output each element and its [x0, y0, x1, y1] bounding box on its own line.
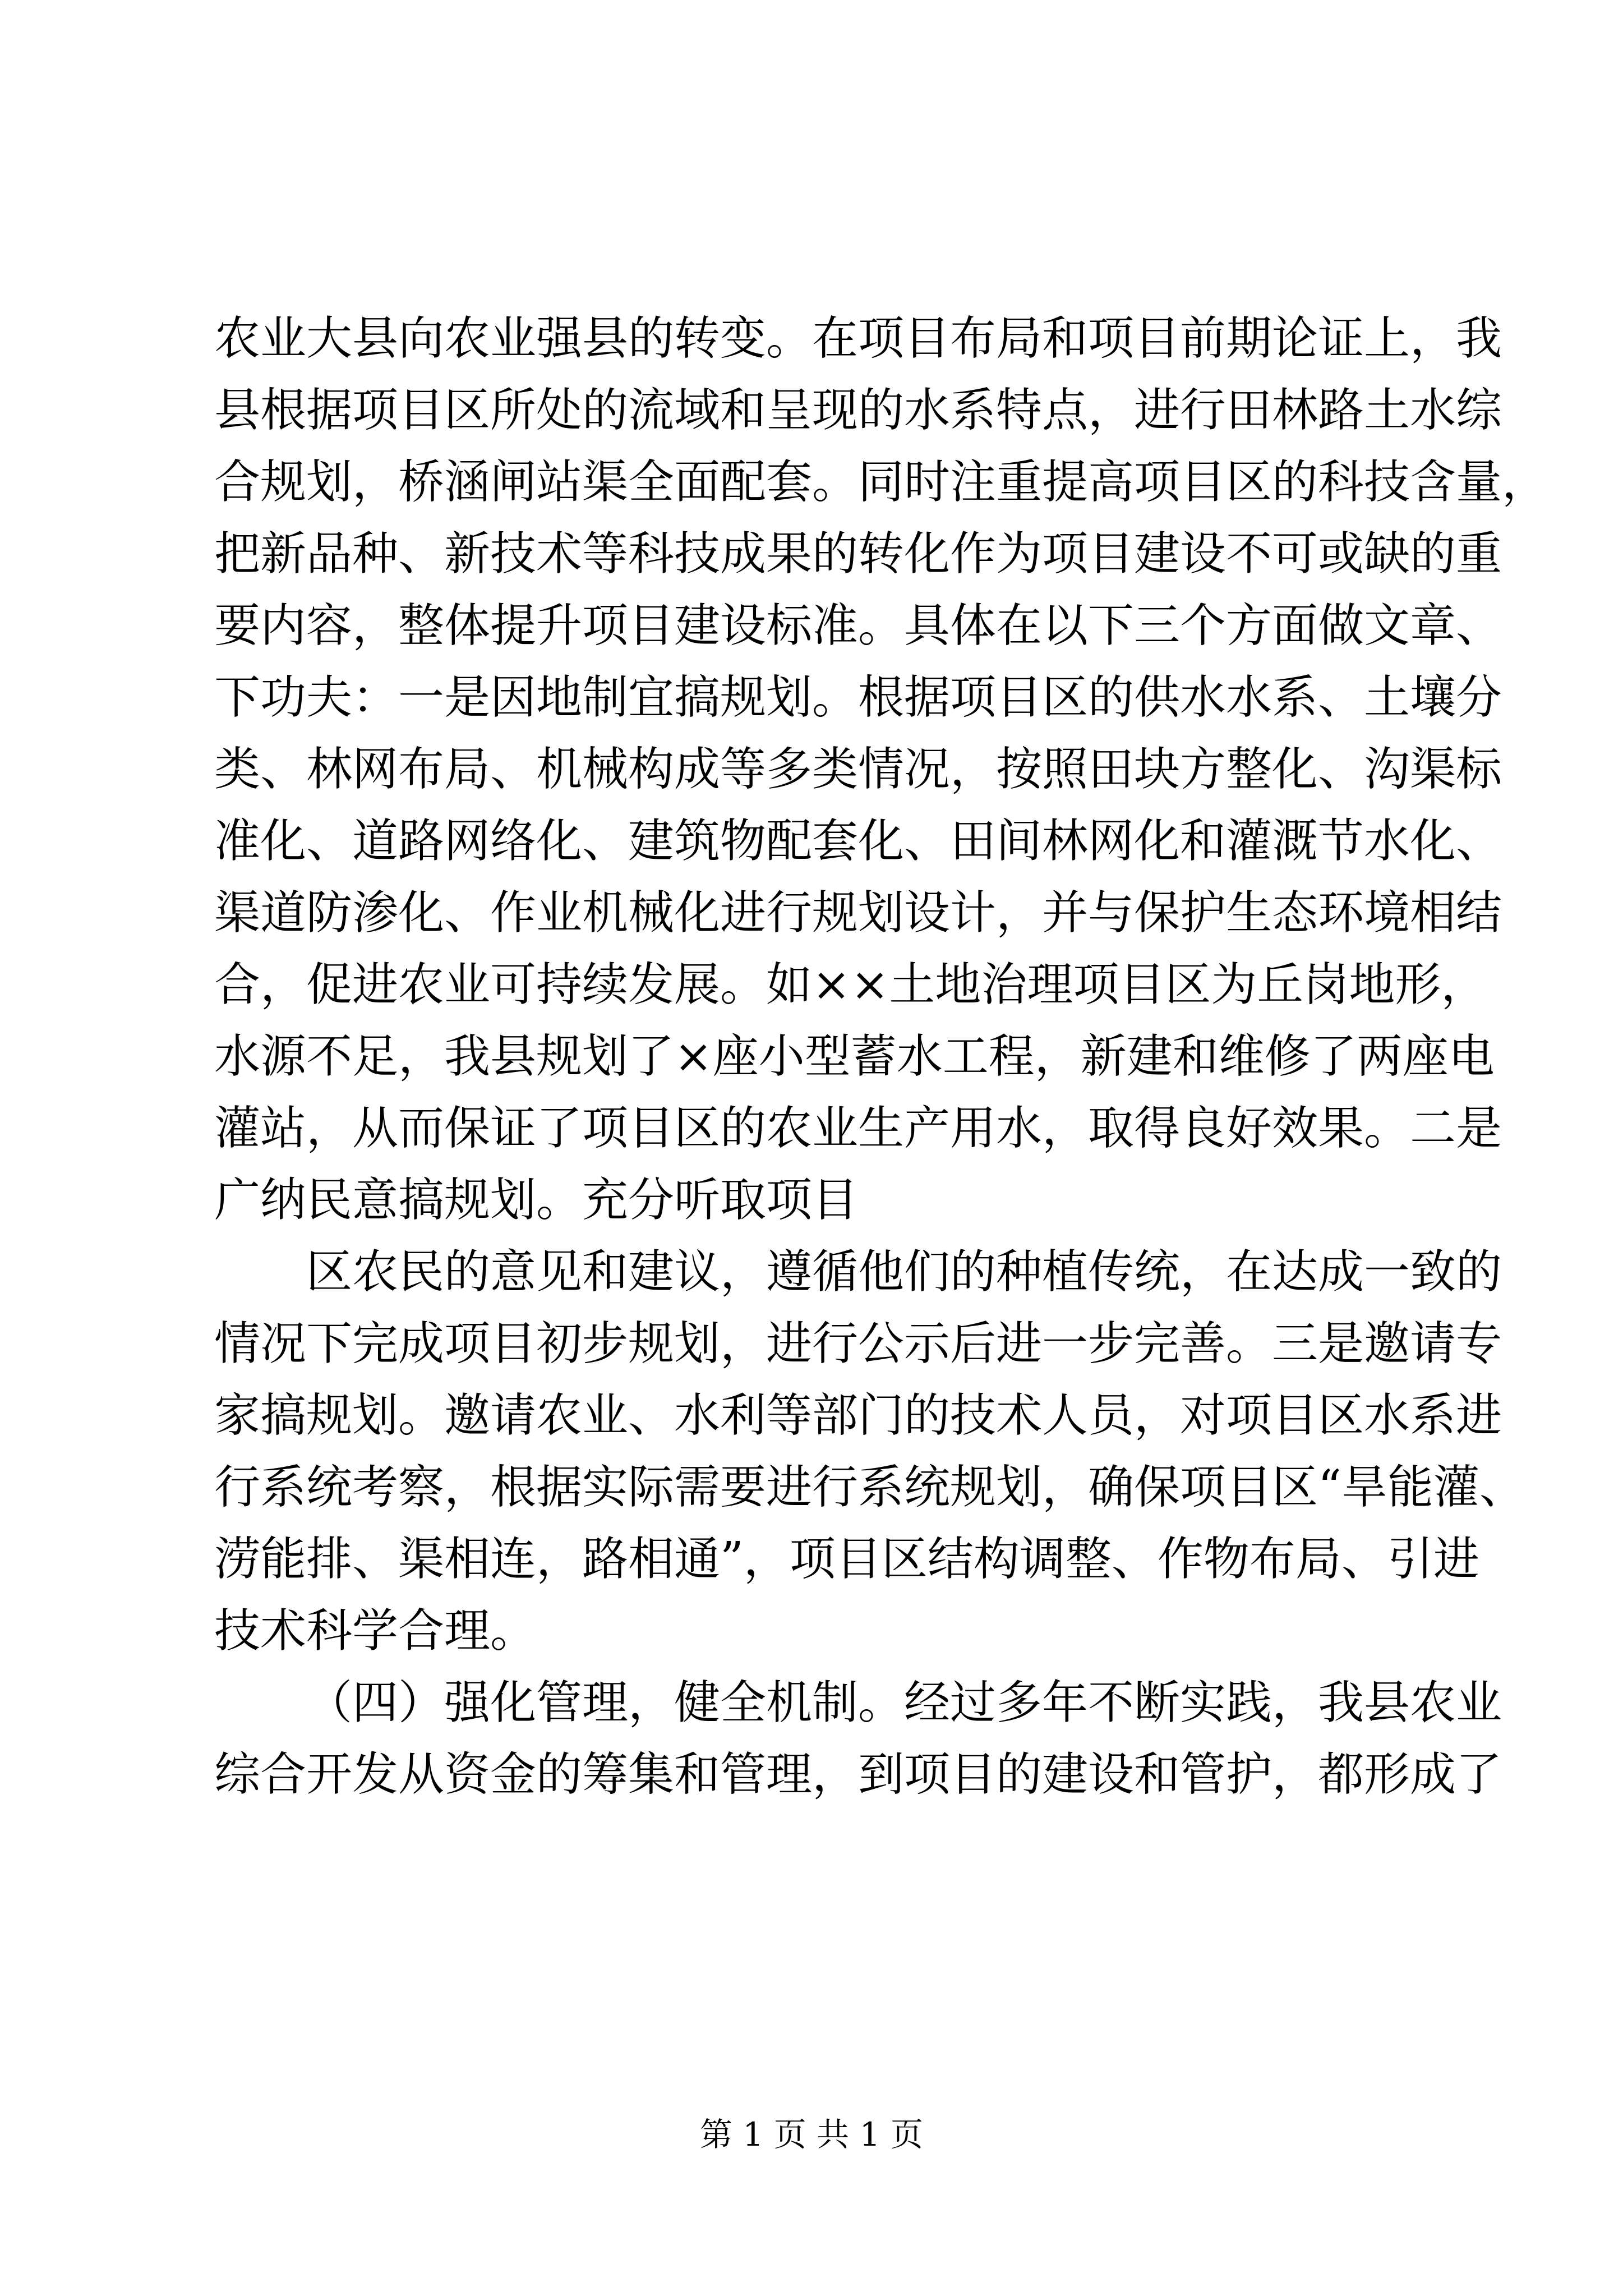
text-line: 综合开发从资金的筹集和管理，到项目的建设和管护，都形成了 — [214, 1748, 1502, 1801]
text-line: 县根据项目区所处的流域和呈现的水系特点，进行田林路土水综 — [214, 384, 1502, 437]
text-line: 家搞规划。邀请农业、水利等部门的技术人员，对项目区水系进 — [214, 1389, 1502, 1442]
text-line: 区农民的意见和建议，遵循他们的种植传统，在达成一致的 — [306, 1245, 1502, 1299]
text-line: 下功夫：一是因地制宜搞规划。根据项目区的供水水系、土壤分 — [214, 671, 1502, 724]
text-line: 灌站，从而保证了项目区的农业生产用水，取得良好效果。二是 — [214, 1102, 1502, 1155]
text-line: 渠道防渗化、作业机械化进行规划设计，并与保护生态环境相结 — [214, 886, 1502, 940]
page-number-label: 第 1 页 共 1 页 — [700, 2115, 923, 2154]
text-line: 把新品种、新技术等科技成果的转化作为项目建设不可或缺的重 — [214, 527, 1502, 581]
text-line: 合规划，桥涵闸站渠全面配套。同时注重提高项目区的科技含量， — [214, 455, 1548, 509]
text-line: 水源不足，我县规划了×座小型蓄水工程，新建和维修了两座电 — [214, 1030, 1495, 1083]
text-line: 情况下完成项目初步规划，进行公示后进一步完善。三是邀请专 — [214, 1317, 1502, 1370]
text-line: 准化、道路网络化、建筑物配套化、田间林网化和灌溉节水化、 — [214, 815, 1502, 868]
text-line: 要内容，整体提升项目建设标准。具体在以下三个方面做文章、 — [214, 599, 1502, 652]
text-line: 农业大县向农业强县的转变。在项目布局和项目前期论证上，我 — [214, 312, 1502, 365]
text-line: 广纳民意搞规划。充分听取项目 — [214, 1174, 859, 1227]
text-line: 技术科学合理。 — [214, 1604, 537, 1658]
page-footer — [0, 2112, 1623, 2157]
text-line: 行系统考察，根据实际需要进行系统规划，确保项目区“旱能灌、 — [214, 1461, 1525, 1514]
text-line: 合，促进农业可持续发展。如××土地治理项目区为丘岗地形， — [214, 958, 1487, 1011]
text-line: 涝能排、渠相连，路相通”，项目区结构调整、作物布局、引进 — [214, 1533, 1479, 1586]
body-text — [214, 303, 1548, 1811]
text-line: 类、林网布局、机械构成等多类情况，按照田块方整化、沟渠标 — [214, 743, 1502, 796]
text-line: （四）强化管理，健全机制。经过多年不断实践，我县农业 — [306, 1676, 1502, 1729]
